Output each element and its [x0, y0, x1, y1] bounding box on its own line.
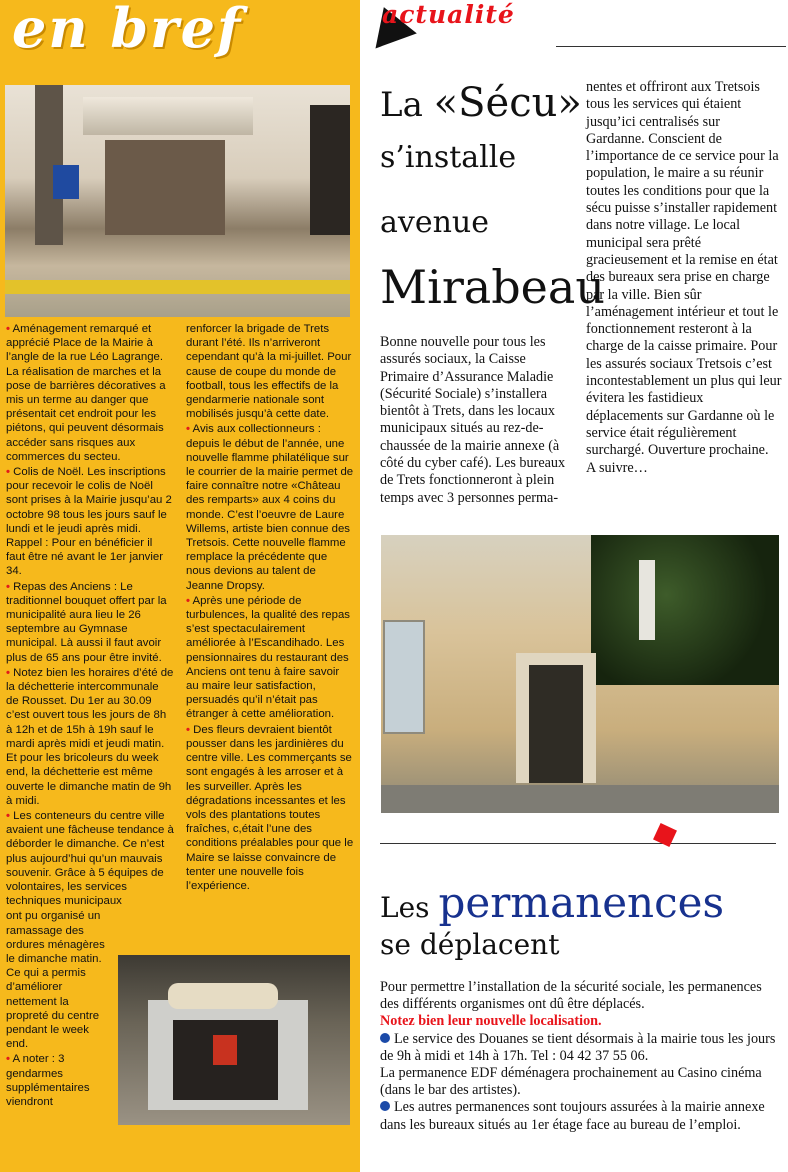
- place-mairie-photo: [5, 85, 350, 317]
- mairie-annexe-photo: [381, 535, 779, 813]
- perm-notice: Notez bien leur nouvelle localisation.: [380, 1013, 602, 1030]
- secu-headline-line3: avenue: [380, 205, 489, 240]
- secu-headline-line2: s’installe: [380, 140, 517, 175]
- perm-item: Les autres permanences sont toujours assurées à la mairie annexe dans les bureaux situés au 1er étage face au bureau de l’emploi.: [380, 1099, 765, 1133]
- brief-item: • Repas des Anciens : Le traditionnel bouquet offert par la municipalité aura lieu le 26 septembre au Gymnase municipal. Là aussi il faut avoir plus de 65 ans pour être invité.: [6, 580, 167, 664]
- brief-item: • Aménagement remarqué et apprécié Place de la Mairie à l’angle de la rue Léo Lagrange. La réalisation de marches et la pose de barrières décoratives a mis un terme au danger que présentait cet endroit pour les piétons, qui peuvent désormais accéder sans risques aux commerces du secteu.: [6, 323, 166, 463]
- en-bref-title: en bref: [12, 0, 243, 60]
- brief-item: • Avis aux collectionneurs : depuis le début de l’année, une nouvelle flamme philatélique sur le courrier de la mairie permet de faire connaître notre «Château des remparts» aux 4 coins du monde. C’est l’oeuvre de Laure Willems, artiste bien connue des Tretsois. Cette nouvelle flamme remplace la précédente que nous devions au talent de Jeanne Dropsy.: [186, 423, 354, 592]
- perm-headline-line2: se déplacent: [380, 928, 560, 961]
- secu-article-col2: nentes et offriront aux Tretsois tous les services qui étaient jusqu’ici centralisés sur Gardanne. Conscient de l’importance de ce service pour la population, le maire a su réunir toutes les conditions pour que la sécu puisse s’installer rapidement dans notre village. Le local municipal sera prêté gracieusement et la remise en état des bureaux sera prise en charge par la ville. Bien sûr l’aménagement intérieur et tout le fonctionnement resteront à la charge de la caisse primaire. Pour les assurés sociaux Tretsois c’est incontestablement un plus qui leur évitera les fastidieux déplacements sur Gardanne où le service était régulièrement surchargé. Ouverture prochaine. A suivre…: [586, 79, 782, 476]
- brief-item: • Notez bien les horaires d’été de la déchetterie intercommunale de Rousset. Du 1er au 30.09 c’est ouvert tous les jours de 8h à 12h et de 15h à 19h sauf le mardi après midi et jeudi matin. Et pour les bricoleurs du week end, la déchetterie est même ouverte le dimanche matin de 9h à midi.: [6, 666, 174, 807]
- brief-item: • Les conteneurs du centre ville avaient une fâcheuse tendance à déborder le dimanche. Ce n’est plus aujourd’hui qu’un mauvais souvenir. Grâce à 5 équipes de volontaires, les services techniques municipaux: [6, 809, 174, 908]
- brief-item: • A noter : 3 gendarmes supplémentaires viendront: [6, 1053, 90, 1108]
- perm-article: [380, 979, 780, 1134]
- secu-headline-line1: La «Sécu»: [380, 80, 582, 126]
- secu-article-col1: Bonne nouvelle pour tous les assurés sociaux, la Caisse Primaire d’Assurance Maladie (Sécurité Sociale) s’installera bientôt à Trets, dans les locaux municipaux situés au rez-de-chaussée de la mairie annexe (à côté du cyber café). Les bureaux de Trets fonctionneront à plein temps avec 3 personnes perma-: [380, 334, 566, 506]
- brief-item: • Colis de Noël. Les inscriptions pour recevoir le colis de Noël sont prises à la Mairie jusqu’au 2 octobre 98 tous les jours sauf le lundi et le jeudi après midi. Rappel : Pour en bénéficier il faut être né avant le 1er janvier 34.: [6, 466, 172, 578]
- secu-headline-secu: «Sécu»: [433, 80, 582, 126]
- perm-headline-perm: permanences: [438, 878, 725, 927]
- divider: [556, 46, 786, 47]
- en-bref-column: [0, 0, 360, 1172]
- brief-item-continued: ont pu organisé un ramassage des ordures ménagères le dimanche matin. Ce qui a permis d’améliorer nettement la propreté du centre pendant le week end.: [6, 910, 105, 1051]
- section-label: actualité: [382, 0, 515, 29]
- perm-edf: La permanence EDF déménagera prochainement au Casino cinéma (dans le bar des artistes).: [380, 1065, 762, 1099]
- brief-column-2: [186, 322, 354, 894]
- perm-headline-line1: Les permanences: [380, 878, 725, 927]
- bullet-icon: [380, 1101, 390, 1111]
- secu-headline-line4: Mirabeau: [380, 260, 605, 314]
- perm-intro: Pour permettre l’installation de la sécurité sociale, les permanences des différents organismes ont dû être déplacés.: [380, 979, 762, 1013]
- brief-item: • Après une période de turbulences, la qualité des repas s’est spectaculairement améliorée à l’Escandihado. Les pensionnaires du restaurant des Anciens ont tenu à faire savoir au maire leur satisfaction, persuadés qu’il n’était pas étranger à cette amélioration.: [186, 594, 351, 721]
- perm-item: Le service des Douanes se tient désormais à la mairie tous les jours de 9h à midi et 14h à 17h. Tel : 04 42 37 55 06.: [380, 1030, 776, 1064]
- bullet-icon: [380, 1033, 390, 1043]
- container-photo: [118, 955, 350, 1125]
- divider: [380, 843, 776, 844]
- brief-item: • Des fleurs devraient bientôt pousser dans les jardinières du centre ville. Les commerçants se sont engagés à les arroser et à les surveiller. Après les dégradations incessantes et les vols des plantations toutes fraîches, c,était l’une des conditions préalables pour que le Maire se laisse convaincre de tenter une nouvelle fois l’expérience.: [186, 723, 354, 892]
- brief-item-continued: renforcer la brigade de Trets durant l’été. Ils n’arriveront cependant qu’à la mi-juillet. Pour cause de coupe du monde de football, tous les effectifs de la gendarmerie nationale sont mobilisés jusqu’à cette date.: [186, 323, 352, 421]
